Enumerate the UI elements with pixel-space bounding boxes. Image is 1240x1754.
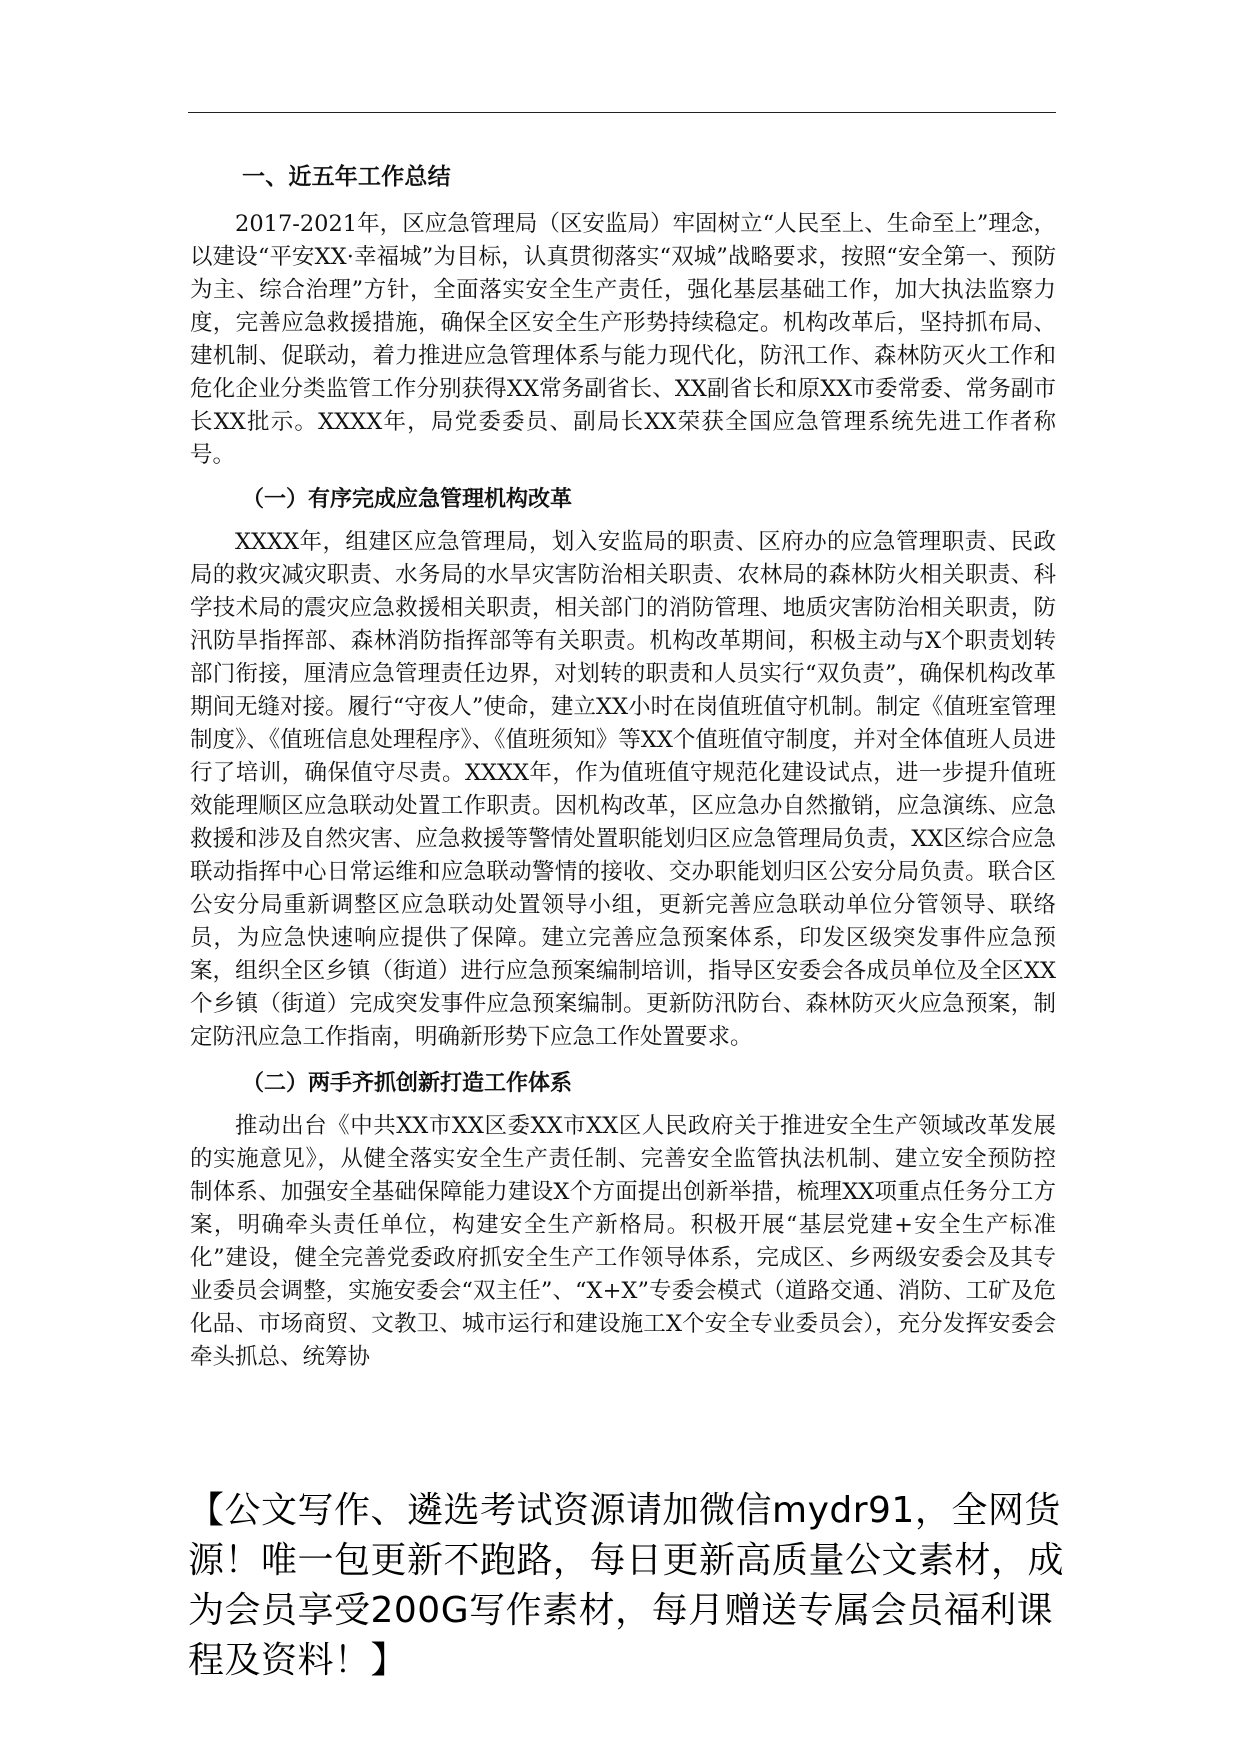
promotion-notice: 【公文写作、遴选考试资源请加微信mydr91，全网货源！唯一包更新不跑路，每日更新高质量公文素材，成为会员享受200G写作素材，每月赠送专属会员福利课程及资料！】 [188,1490,1065,1681]
subsection-title-work-system: （二）两手齐抓创新打造工作体系 [242,1070,573,1096]
header-divider [188,112,1056,113]
subsection-title-reform: （一）有序完成应急管理机构改革 [242,486,573,512]
paragraph-work-summary: 2017-2021年，区应急管理局（区安监局）牢固树立“人民至上、生命至上”理念，以建设“平安XX·幸福城”为目标，认真贯彻落实“双城”战略要求，按照“安全第一、预防为主、综合治理”方针，全面落实安全生产责任，强化基层基础工作，加大执法监察力度，完善应急救援措施，确保全区安全生产形势持续稳定。机构改革后，坚持抓布局、建机制、促联动，着力推进应急管理体系与能力现代化，防汛工作、森林防灭火工作和危化企业分类监管工作分别获得XX常务副省长、XX副省长和原XX市委常委、常务副市长XX批示。XXXX年，局党委委员、副局长XX荣获全国应急管理系统先进工作者称号。 [190,211,1056,468]
paragraph-work-system: 推动出台《中共XX市XX区委XX市XX区人民政府关于推进安全生产领域改革发展的实施意见》，从健全落实安全生产责任制、完善安全监管执法机制、建立安全预防控制体系、加强安全基础保障能力建设X个方面提出创新举措，梳理XX项重点任务分工方案，明确牵头责任单位，构建安全生产新格局。积极开展“基层党建+安全生产标准化”建设，健全完善党委政府抓安全生产工作领导体系，完成区、乡两级安委会及其专业委员会调整，实施安委会“双主任”、“X+X”专委会模式（道路交通、消防、工矿及危化品、市场商贸、文教卫、城市运行和建设施工X个安全专业委员会），充分发挥安委会牵头抓总、统筹协 [190,1113,1056,1370]
document-body [190,160,1056,1374]
paragraph-institutional-reform: XXXX年，组建区应急管理局，划入安监局的职责、区府办的应急管理职责、民政局的救灾减灾职责、水务局的水旱灾害防治相关职责、农林局的森林防火相关职责、科学技术局的震灾应急救援相关职责，相关部门的消防管理、地质灾害防治相关职责，防汛防旱指挥部、森林消防指挥部等有关职责。机构改革期间，积极主动与X个职责划转部门衔接，厘清应急管理责任边界，对划转的职责和人员实行“双负责”，确保机构改革期间无缝对接。履行“守夜人”使命，建立XX小时在岗值班值守机制。制定《值班室管理制度》、《值班信息处理程序》、《值班须知》等XX个值班值守制度，并对全体值班人员进行了培训，确保值守尽责。XXXX年，作为值班值守规范化建设试点，进一步提升值班效能理顺区应急联动处置工作职责。因机构改革，区应急办自然撤销，应急演练、应急救援和涉及自然灾害、应急救援等警情处置职能划归区应急管理局负责，XX区综合应急联动指挥中心日常运维和应急联动警情的接收、交办职能划归区公安分局负责。联合区公安分局重新调整区应急联动处置领导小组，更新完善应急联动单位分管领导、联络员，为应急快速响应提供了保障。建立完善应急预案体系，印发区级突发事件应急预案，组织全区乡镇（街道）进行应急预案编制培训，指导区安委会各成员单位及全区XX个乡镇（街道）完成突发事件应急预案编制。更新防汛防台、森林防灭火应急预案，制定防汛应急工作指南，明确新形势下应急工作处置要求。 [190,529,1056,1050]
section-title: 一、近五年工作总结 [242,163,451,190]
